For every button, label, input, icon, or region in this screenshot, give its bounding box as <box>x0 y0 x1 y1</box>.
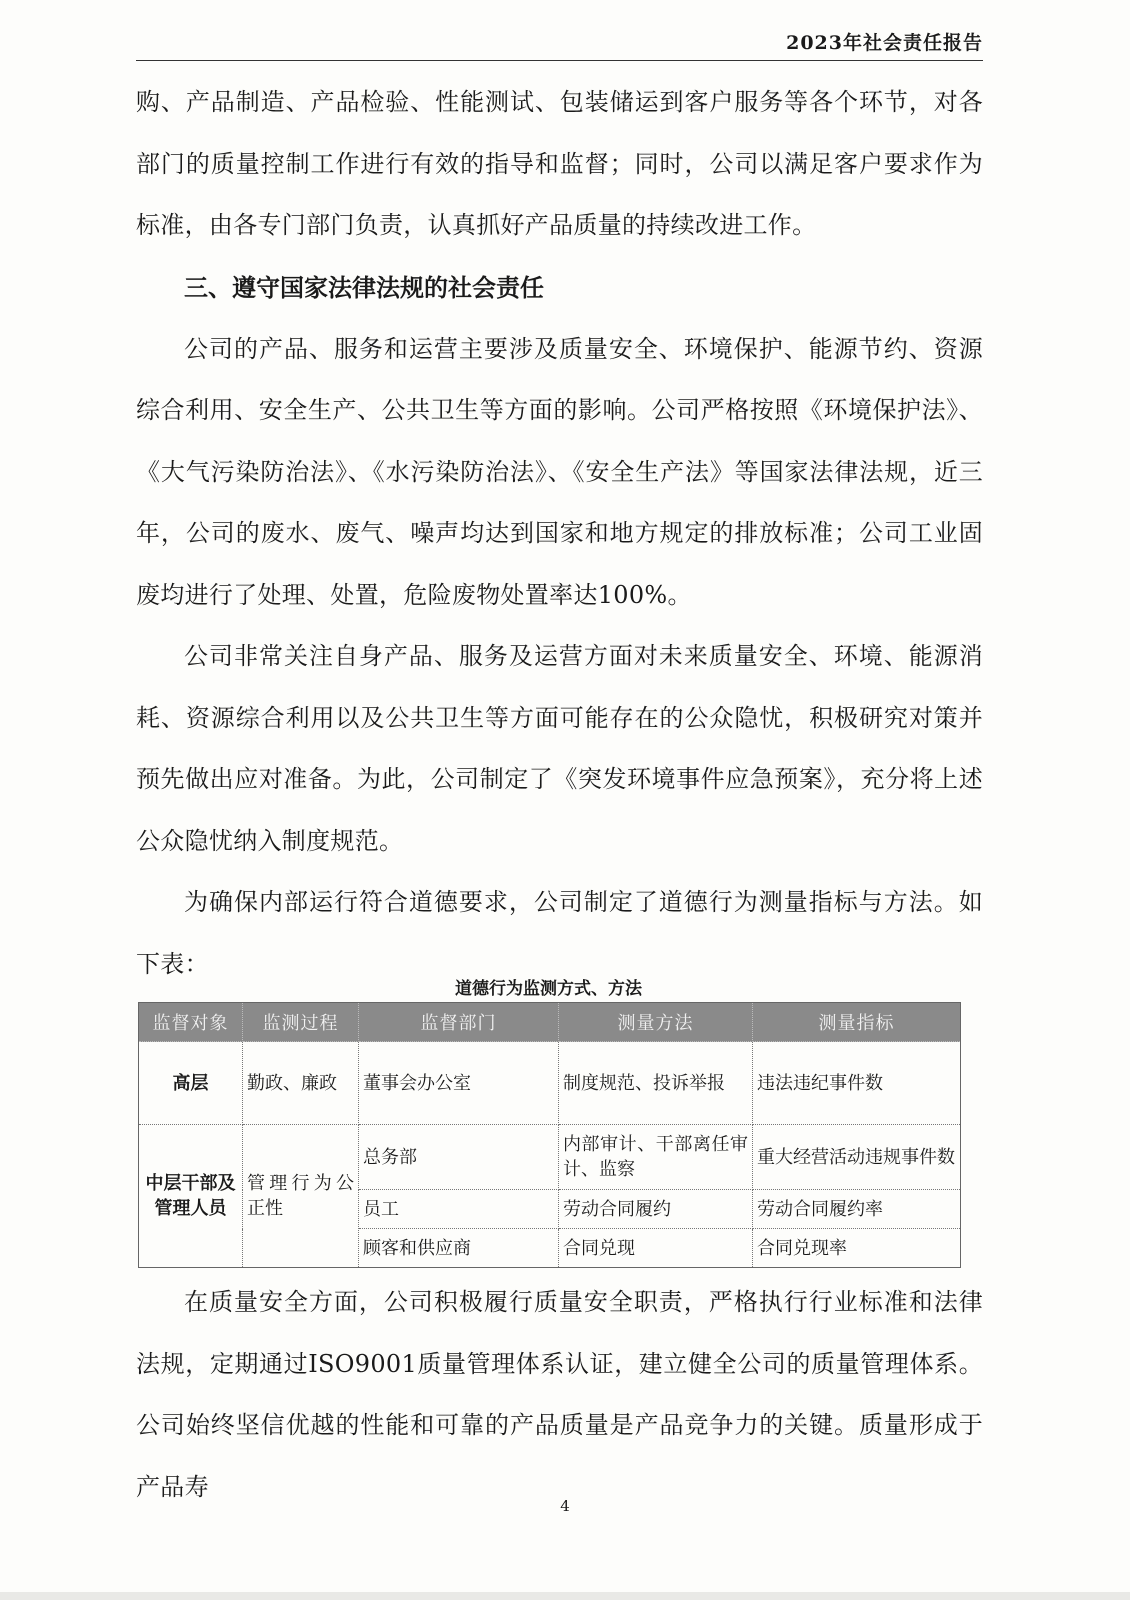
cell-object: 高层 <box>139 1042 243 1125</box>
header-cell: 测量方法 <box>559 1003 753 1042</box>
scan-bottom-edge <box>0 1592 1130 1600</box>
cell-department: 董事会办公室 <box>359 1042 559 1125</box>
header-cell: 监督部门 <box>359 1003 559 1042</box>
cell-indicator: 劳动合同履约率 <box>753 1190 961 1229</box>
table-caption: 道德行为监测方式、方法 <box>455 979 642 999</box>
after-table-text-block <box>136 1272 983 1518</box>
table-row <box>139 1042 961 1125</box>
main-text-block <box>136 72 983 995</box>
paragraph-quality-safety: 在质量安全方面，公司积极履行质量安全职责，严格执行行业标准和法律法规，定期通过ISO9001质量管理体系认证，建立健全公司的质量管理体系。公司始终坚信优越的性能和可靠的产品质量是产品竞争力的关键。质量形成于产品寿 <box>136 1288 983 1501</box>
header-cell: 测量指标 <box>753 1003 961 1042</box>
section-heading: 三、遵守国家法律法规的社会责任 <box>184 272 544 302</box>
cell-process: 管理行为公正性 <box>243 1125 359 1268</box>
header-cell: 监督对象 <box>139 1003 243 1042</box>
table-header-row <box>139 1003 961 1042</box>
cell-indicator: 重大经营活动违规事件数 <box>753 1125 961 1190</box>
cell-process: 勤政、廉政 <box>243 1042 359 1125</box>
paragraph-laws: 公司的产品、服务和运营主要涉及质量安全、环境保护、能源节约、资源综合利用、安全生产、公共卫生等方面的影响。公司严格按照《环境保护法》、《大气污染防治法》、《水污染防治法》、《安全生产法》等国家法律法规，近三年，公司的废水、废气、噪声均达到国家和地方规定的排放标准；公司工业固废均进行了处理、处置，危险废物处置率达100%。 <box>136 334 983 609</box>
cell-method: 劳动合同履约 <box>559 1190 753 1229</box>
paragraph-public-concerns: 公司非常关注自身产品、服务及运营方面对未来质量安全、环境、能源消耗、资源综合利用以及公共卫生等方面可能存在的公众隐忧，积极研究对策并预先做出应对准备。为此，公司制定了《突发环境事件应急预案》，充分将上述公众隐忧纳入制度规范。 <box>136 642 983 855</box>
header-cell: 监测过程 <box>243 1003 359 1042</box>
paragraph-continued: 购、产品制造、产品检验、性能测试、包装储运到客户服务等各个环节，对各部门的质量控制工作进行有效的指导和监督；同时，公司以满足客户要求作为标准，由各专门部门负责，认真抓好产品质量的持续改进工作。 <box>136 88 983 239</box>
cell-object: 中层干部及管理人员 <box>139 1125 243 1268</box>
cell-department: 顾客和供应商 <box>359 1229 559 1268</box>
page-number: 4 <box>560 1497 570 1515</box>
cell-department: 总务部 <box>359 1125 559 1190</box>
report-header-title: 2023年社会责任报告 <box>786 32 983 54</box>
cell-method: 合同兑现 <box>559 1229 753 1268</box>
header-divider <box>136 60 983 61</box>
cell-indicator: 合同兑现率 <box>753 1229 961 1268</box>
cell-indicator: 违法违纪事件数 <box>753 1042 961 1125</box>
cell-method: 制度规范、投诉举报 <box>559 1042 753 1125</box>
cell-department: 员工 <box>359 1190 559 1229</box>
ethics-monitoring-table <box>138 1002 961 1268</box>
paragraph-ethics-intro: 为确保内部运行符合道德要求，公司制定了道德行为测量指标与方法。如下表： <box>136 888 983 978</box>
cell-method: 内部审计、干部离任审计、监察 <box>559 1125 753 1190</box>
table-row <box>139 1125 961 1190</box>
